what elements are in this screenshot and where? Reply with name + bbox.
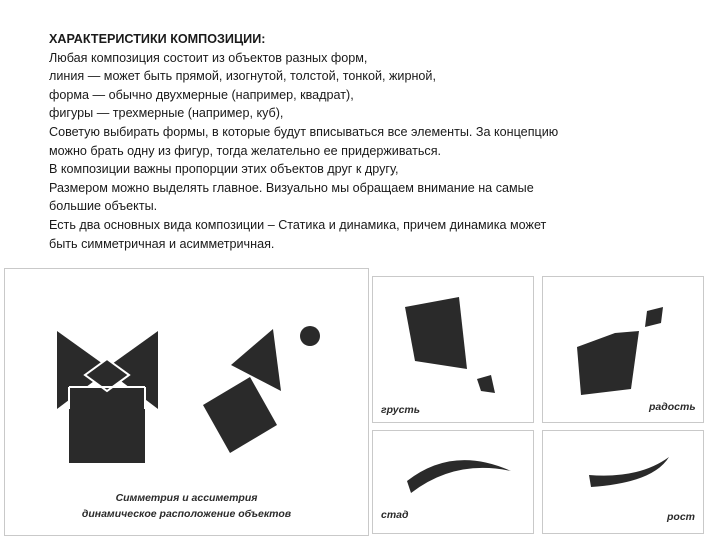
- panel-growth: [542, 430, 704, 534]
- sad-illustration: [373, 277, 535, 424]
- text-line: Размером можно выделять главное. Визуально мы обращаем внимание на самые: [49, 180, 534, 195]
- herd-curve: [407, 460, 511, 493]
- symmetric-square: [69, 387, 145, 463]
- panel-joy: [542, 276, 704, 423]
- text-line: В композиции важны пропорции этих объектов друг к другу,: [49, 162, 399, 177]
- sad-large-shape: [405, 297, 467, 369]
- symmetry-panel: [4, 268, 369, 536]
- asym-circle: [300, 326, 320, 346]
- text-line: фигуры — трехмерные (например, куб),: [49, 106, 284, 121]
- text-line: Есть два основных вида композиции – Статика и динамика, причем динамика может: [49, 217, 547, 232]
- growth-curve: [589, 457, 669, 487]
- text-line: Советую выбирать формы, в которые будут вписываться все элементы. За концепцию: [49, 124, 559, 139]
- symmetry-caption-2: динамическое расположение объектов: [81, 508, 292, 520]
- heading: ХАРАКТЕРИСТИКИ КОМПОЗИЦИИ:: [49, 32, 266, 46]
- joy-small-shape: [645, 307, 663, 327]
- text-line: можно брать одну из фигур, тогда желательно ее придерживаться.: [49, 143, 442, 158]
- joy-caption: радость: [649, 401, 696, 413]
- sad-caption: грусть: [381, 404, 420, 416]
- text-line: Любая композиция состоит из объектов разных форм,: [49, 50, 368, 65]
- growth-caption: рост: [667, 511, 696, 523]
- joy-large-shape: [577, 331, 639, 395]
- sad-small-shape: [477, 375, 495, 393]
- text-block: [49, 30, 669, 253]
- text-line: форма — обычно двухмерные (например, квадрат),: [49, 87, 354, 102]
- panel-sad: [372, 276, 534, 423]
- symmetry-caption-1: Симметрия и ассиметрия: [115, 492, 258, 504]
- asym-triangle: [231, 329, 281, 391]
- text-line: линия — может быть прямой, изогнутой, толстой, тонкой, жирной,: [49, 69, 436, 84]
- text-line: быть симметричная и асимметричная.: [49, 236, 275, 251]
- text-line: большие объекты.: [49, 199, 158, 214]
- panel-herd: [372, 430, 534, 534]
- herd-caption: стад: [381, 509, 409, 521]
- asym-square: [203, 377, 277, 453]
